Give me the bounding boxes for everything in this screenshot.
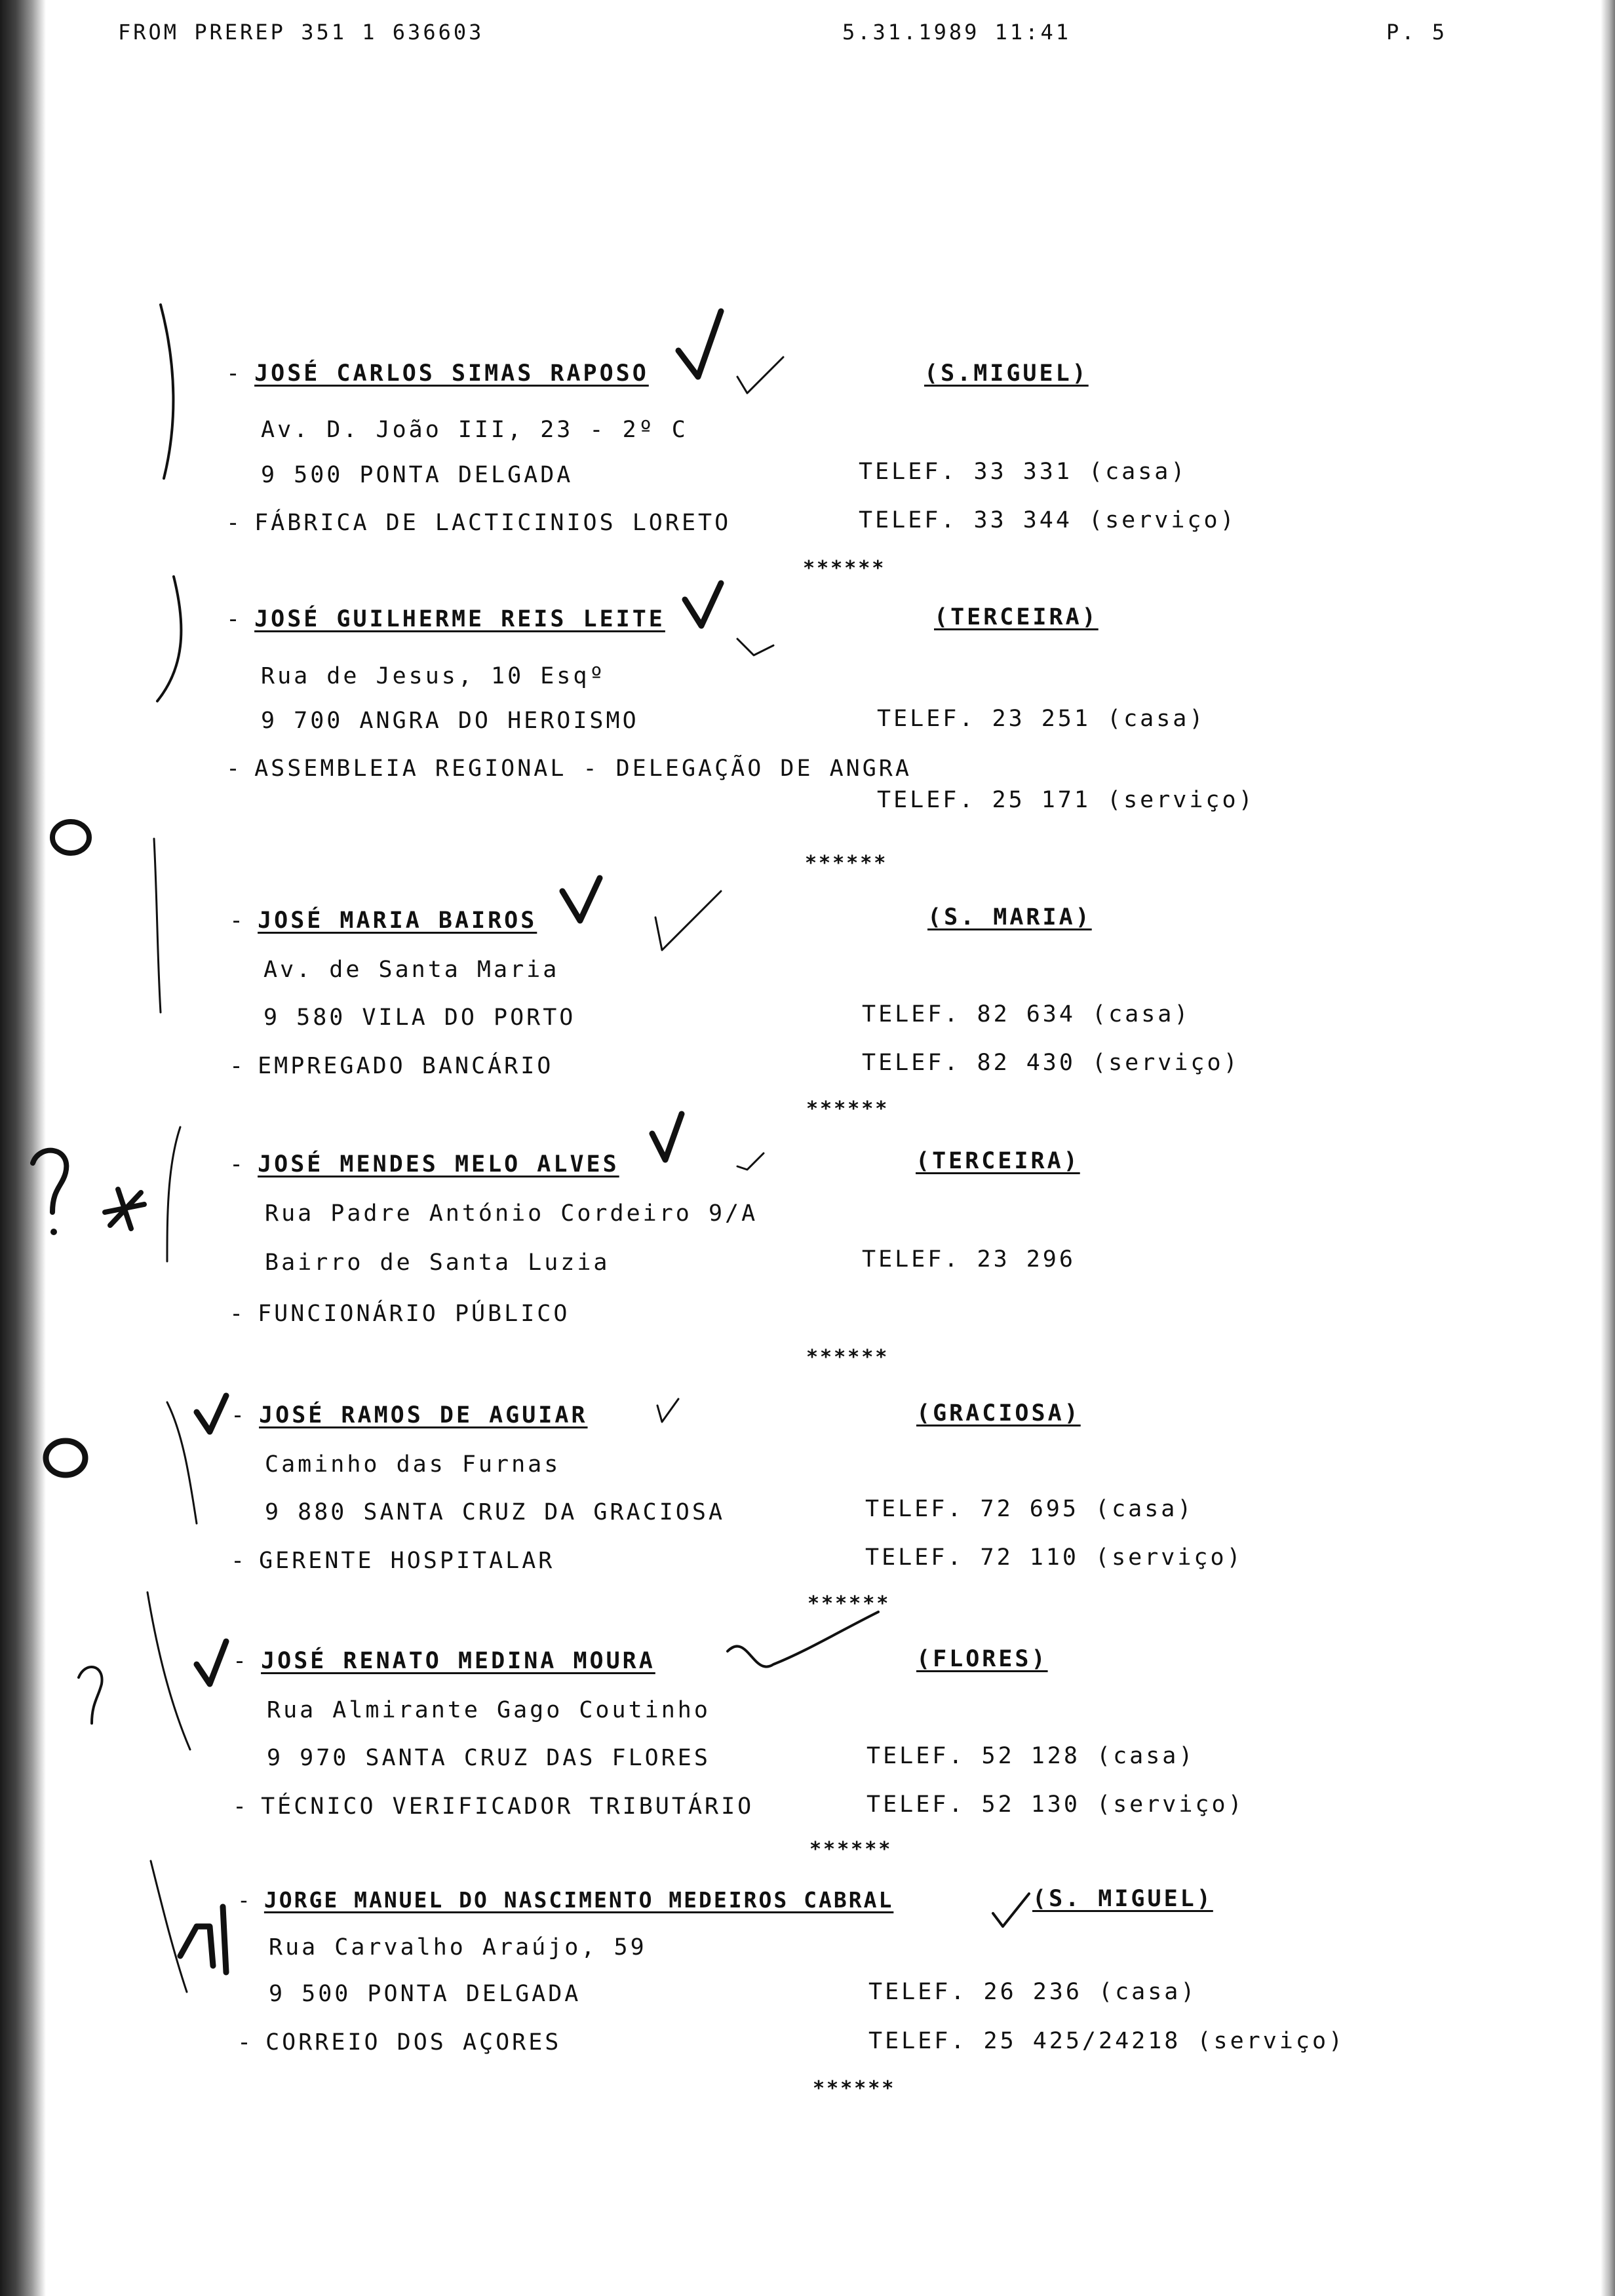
city: 9 500 PONTA DELGADA [261,462,574,488]
occupation: FÁBRICA DE LACTICINIOS LORETO [254,510,731,536]
occupation: GERENTE HOSPITALAR [259,1548,555,1574]
check-mark [562,878,600,921]
name-line: - JOSÉ GUILHERME REIS LEITE [226,606,665,632]
bracket-mark [154,839,161,1012]
asterisk-mark [105,1189,144,1229]
city: Bairro de Santa Luzia [265,1250,610,1276]
phone-home: TELEF. 33 331 (casa) [859,459,1188,485]
page-number: P. 5 [1386,20,1448,45]
address: Rua Carvalho Araújo, 59 [269,1934,647,1961]
light-check-mark [737,639,773,655]
separator: ****** [805,852,888,875]
fax-timestamp: 5.31.1989 11:41 [842,20,1071,45]
fax-header [0,20,1615,59]
island: (S.MIGUEL) [924,360,1089,387]
light-check-mark [993,1894,1029,1926]
fax-sender: FROM PREREP 351 1 636603 [118,20,484,45]
phone-work: TELEF. 25 425/24218 (serviço) [868,2028,1346,2054]
island: (TERCEIRA) [916,1148,1080,1174]
bracket-mark [167,1127,180,1261]
phone-work: TELEF. 33 344 (serviço) [859,507,1237,533]
circle-mark [46,1441,85,1475]
phone-home: TELEF. 82 634 (casa) [862,1001,1191,1027]
contact-name: JOSÉ RENATO MEDINA MOURA [261,1648,655,1674]
occupation-line: - FÁBRICA DE LACTICINIOS LORETO [226,510,731,536]
scribble-mark [728,1612,878,1667]
name-line: - JOSÉ RENATO MEDINA MOURA [233,1648,655,1674]
separator: ****** [803,557,886,580]
light-check-mark [737,1153,764,1170]
phone-work: TELEF. 72 110 (serviço) [865,1544,1243,1571]
phone-home: TELEF. 23 296 [862,1246,1076,1272]
contact-name: JORGE MANUEL DO NASCIMENTO MEDEIROS CABRAL [263,1887,894,1913]
island: (TERCEIRA) [934,604,1099,630]
occupation-line: - EMPREGADO BANCÁRIO [229,1053,554,1079]
phone-work: TELEF. 82 430 (serviço) [862,1050,1240,1076]
phone-home: TELEF. 23 251 (casa) [877,706,1206,732]
occupation-line: - CORREIO DOS AÇORES [237,2029,562,2056]
phone-home: TELEF. 52 128 (casa) [866,1743,1196,1769]
question-mark [79,1667,102,1723]
contact-name: JOSÉ RAMOS DE AGUIAR [259,1402,588,1428]
question-mark-dot [50,1229,57,1235]
island: (S. MARIA) [927,904,1092,930]
city: 9 580 VILA DO PORTO [263,1004,576,1031]
occupation-line: - GERENTE HOSPITALAR [231,1548,555,1574]
phone-work: TELEF. 52 130 (serviço) [866,1791,1245,1818]
circle-mark [52,822,89,853]
separator: ****** [809,1838,893,1861]
address: Rua Padre António Cordeiro 9/A [265,1200,758,1227]
address: Av. de Santa Maria [263,957,560,983]
bracket-mark [157,577,181,701]
contact-name: JOSÉ GUILHERME REIS LEITE [254,606,665,632]
occupation: EMPREGADO BANCÁRIO [258,1053,554,1079]
phone-home: TELEF. 72 695 (casa) [865,1496,1194,1522]
name-line: - JOSÉ MARIA BAIROS [229,908,537,934]
name-line: - JOSÉ RAMOS DE AGUIAR [231,1402,588,1428]
occupation-line: - TÉCNICO VERIFICADOR TRIBUTÁRIO [233,1793,754,1820]
city: 9 970 SANTA CRUZ DAS FLORES [267,1745,710,1771]
light-check-mark [737,357,783,393]
contact-name: JOSÉ MARIA BAIROS [258,908,537,934]
separator: ****** [806,1098,889,1120]
bracket-mark [161,305,173,478]
contact-name: JOSÉ MENDES MELO ALVES [258,1151,619,1177]
scan-shadow-right [1601,0,1615,2296]
separator: ****** [813,2077,896,2100]
occupation-line: - ASSEMBLEIA REGIONAL - DELEGAÇÃO DE ANGRA [226,756,912,782]
occupation-line: - FUNCIONÁRIO PÚBLICO [229,1301,570,1327]
check-mark [197,1641,226,1684]
bracket-mark [167,1402,197,1523]
phone-work: TELEF. 25 171 (serviço) [877,787,1255,813]
island: (GRACIOSA) [916,1400,1081,1426]
name-line: - JOSÉ CARLOS SIMAS RAPOSO [226,360,649,387]
occupation: ASSEMBLEIA REGIONAL - DELEGAÇÃO DE ANGRA [254,756,912,782]
name-line: - JOSÉ MENDES MELO ALVES [229,1151,619,1177]
light-check-mark [657,1399,678,1422]
scan-shadow-left [0,0,46,2296]
name-line: - JORGE MANUEL DO NASCIMENTO MEDEIROS CABRAL [237,1887,894,1913]
occupation: TÉCNICO VERIFICADOR TRIBUTÁRIO [261,1793,754,1820]
phone-home: TELEF. 26 236 (casa) [868,1979,1197,2005]
city: 9 500 PONTA DELGADA [269,1981,581,2007]
address: Caminho das Furnas [265,1451,561,1478]
bracket-mark [147,1592,190,1750]
check-mark [652,1114,682,1160]
handwritten-n [180,1907,226,1972]
occupation: FUNCIONÁRIO PÚBLICO [258,1301,570,1327]
address: Rua de Jesus, 10 Esqº [261,663,606,689]
separator: ****** [808,1592,891,1615]
contact-name: JOSÉ CARLOS SIMAS RAPOSO [254,360,649,387]
light-check-mark [655,891,721,950]
island: (FLORES) [916,1646,1048,1672]
city: 9 880 SANTA CRUZ DA GRACIOSA [265,1499,726,1525]
city: 9 700 ANGRA DO HEROISMO [261,708,639,734]
occupation: CORREIO DOS AÇORES [265,2029,562,2056]
bracket-mark [151,1861,187,1992]
check-mark [678,311,721,377]
separator: ****** [806,1346,889,1369]
check-mark [197,1396,226,1432]
check-mark [685,583,721,626]
island: (S. MIGUEL) [1032,1886,1213,1912]
address: Av. D. João III, 23 - 2º C [261,417,688,443]
address: Rua Almirante Gago Coutinho [267,1697,710,1723]
